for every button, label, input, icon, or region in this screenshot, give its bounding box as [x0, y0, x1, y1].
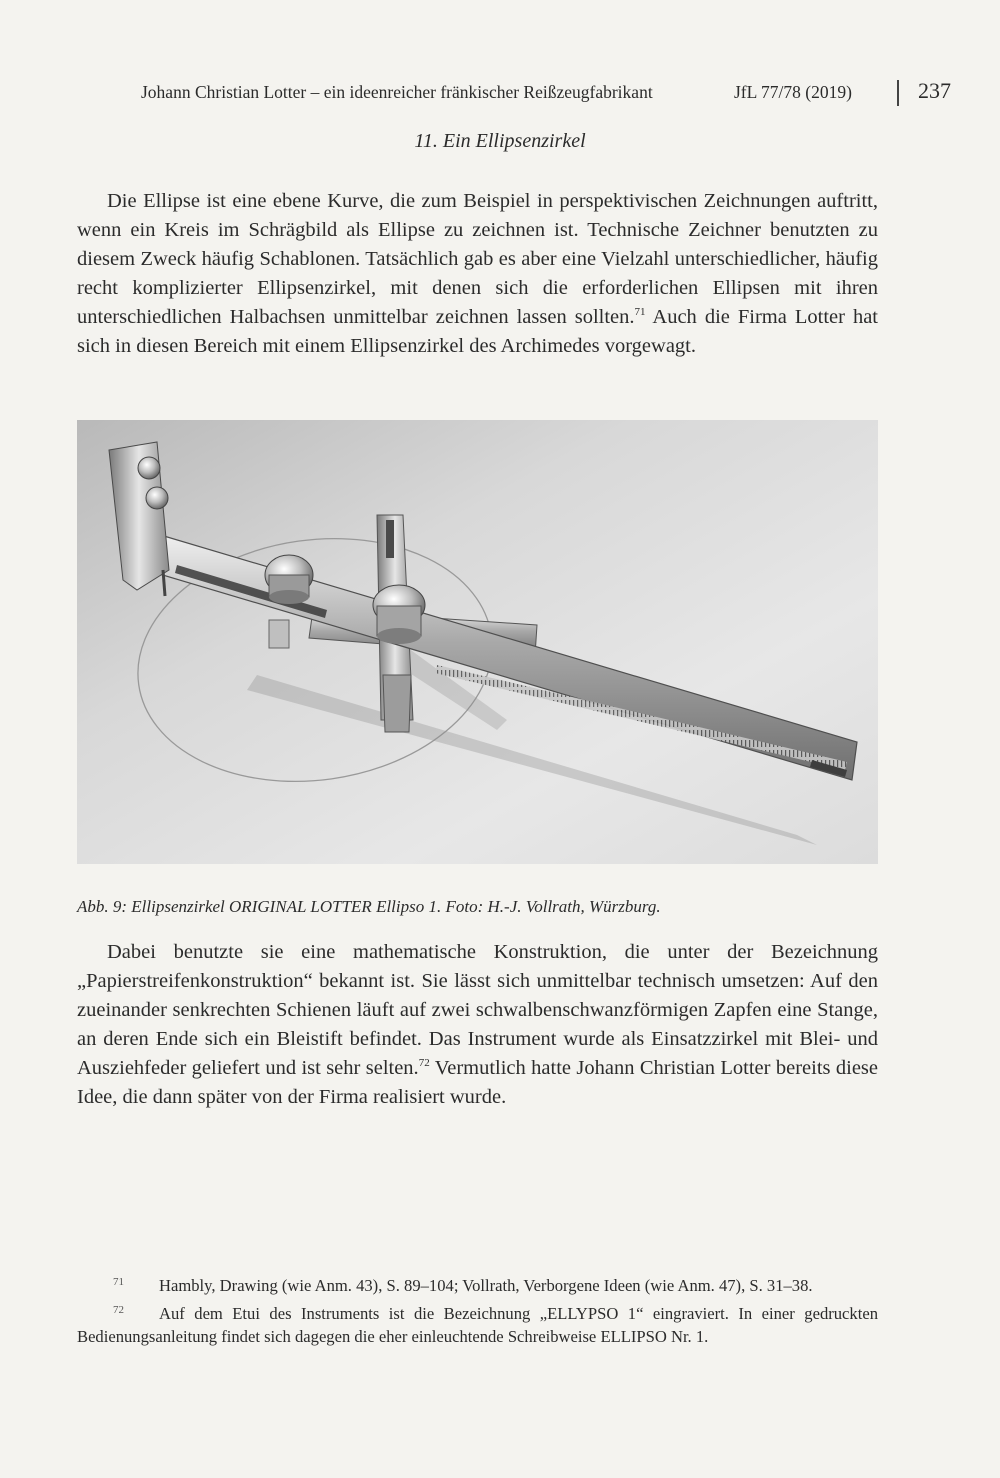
section-title: 11. Ein Ellipsenzirkel: [414, 130, 586, 152]
figure-caption: Abb. 9: Ellipsenzirkel ORIGINAL LOTTER Ellipso 1. Foto: H.-J. Vollrath, Würzburg.: [77, 897, 661, 916]
footnotes: [77, 1274, 878, 1353]
footnote-71: 71 Hambly, Drawing (wie Anm. 43), S. 89–104; Vollrath, Verborgene Ideen (wie Anm. 47), S. 31–38.: [113, 1276, 813, 1295]
running-header: [0, 78, 1000, 112]
body-paragraph-1: [77, 187, 878, 362]
footnote-ref-72[interactable]: 72: [418, 1057, 430, 1070]
running-title: Johann Christian Lotter – ein ideenreicher fränkischer Reißzeugfabrikant: [141, 82, 653, 102]
figure-photo: [77, 420, 878, 864]
footnote-ref-71[interactable]: 71: [634, 306, 646, 319]
footnote-text: Hambly, Drawing (wie Anm. 43), S. 89–104; Vollrath, Verborgene Ideen (wie Anm. 47), S. 31–38.: [159, 1276, 813, 1295]
page-number: 237: [918, 78, 951, 103]
paragraph-text: Die Ellipse ist eine ebene Kurve, die zum Beispiel in perspektivischen Zeichnungen auftritt, wenn ein Kreis im Schrägbild als Ellipse zu zeichnen ist. Technische Zeichner benutzten zu diesem Zweck häufig Schablonen. Tatsächlich gab es aber eine Vielzahl unterschiedlicher, häufig recht komplizierter Ellipsenzirkel, mit denen sich die erforderlichen Ellipsen mit ihren unterschiedlichen Halbachsen unmittelbar zeichnen lassen sollten.: [77, 190, 878, 329]
paragraph-text: Auch die Firma Lotter hat sich in diesen Bereich mit einem Ellipsenzirkel des Archimedes vorgewagt.: [77, 306, 879, 358]
footnote-72: 72 Auf dem Etui des Instruments ist die Bezeichnung „ELLYPSO 1“ eingraviert. In einer gedruckten Bedienungsanleitung findet sich dagegen die eher einleuchtende Schreibweise ELLIPSO Nr. 1.: [77, 1303, 878, 1347]
footnote-text: Auf dem Etui des Instruments ist die Bezeichnung „ELLYPSO 1“ eingraviert. In einer gedruckten Bedienungsanleitung findet sich dagegen die eher einleuchtende Schreibweise ELLIPSO Nr. 1.: [77, 1303, 878, 1347]
header-divider: [897, 80, 899, 106]
body-paragraph-2: [77, 938, 878, 1113]
paragraph-text: Vermutlich hatte Johann Christian Lotter bereits diese Idee, die dann später von der Firma realisiert wurde.: [77, 1057, 878, 1109]
paragraph-text: Dabei benutzte sie eine mathematische Konstruktion, die unter der Bezeichnung „Papierstreifenkonstruktion“ bekannt ist. Sie lässt sich unmittelbar technisch umsetzen: Auf den zueinander senkrechten Schienen läuft auf zwei schwalbenschwanzförmigen Zapfen eine Stange, an deren Ende sich ein Bleistift befindet. Das Instrument wurde als Einsatzzirkel mit Blei- und Ausziehfeder geliefert und ist sehr selten.: [77, 941, 878, 1080]
journal-reference: JfL 77/78 (2019): [734, 82, 852, 102]
